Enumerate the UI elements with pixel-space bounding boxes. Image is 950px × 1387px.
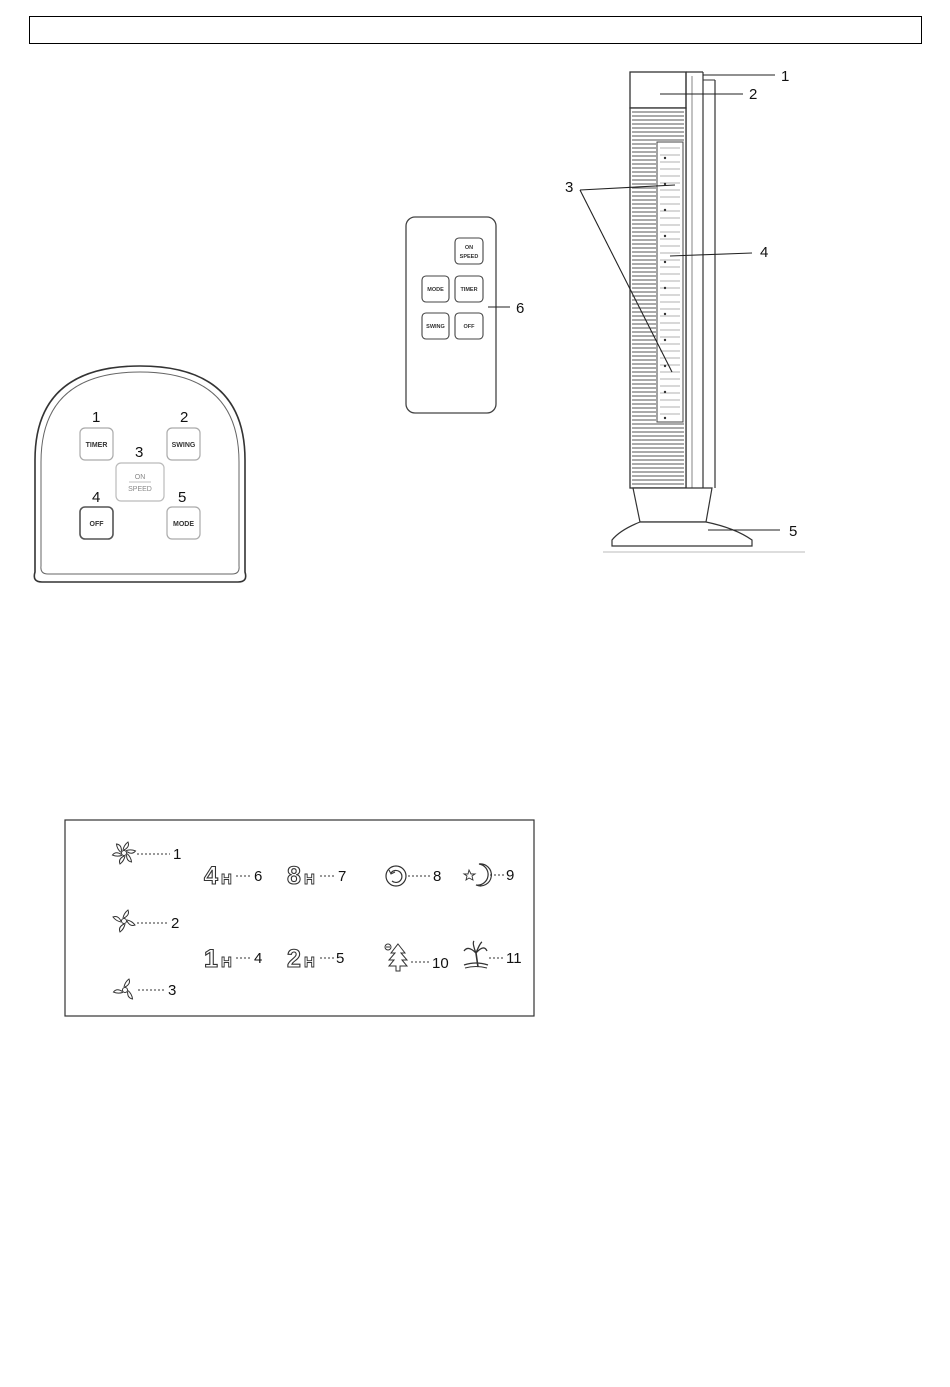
tower-callout-2: 2: [749, 86, 758, 103]
control-panel: [34, 366, 245, 582]
panel-callout-4: 4: [92, 489, 101, 506]
remote-on-speed-button[interactable]: [455, 238, 483, 264]
panel-speed-label: SPEED: [128, 486, 152, 493]
remote-speed-label: SPEED: [459, 254, 479, 260]
timer-2h-unit: H: [304, 954, 315, 971]
display-callout-3: 3: [168, 982, 177, 999]
timer-2h-glyph: 2: [287, 945, 301, 973]
remote-timer-label: TIMER: [460, 287, 478, 293]
timer-8h-glyph: 8: [287, 862, 301, 890]
remote-swing-label: SWING: [426, 324, 445, 330]
timer-1h-unit: H: [221, 954, 232, 971]
display-callout-4: 4: [254, 950, 263, 967]
display-callout-8: 8: [433, 868, 442, 885]
display-callout-9: 9: [506, 867, 515, 884]
display-callout-5: 5: [336, 950, 345, 967]
display-panel: [65, 820, 534, 1016]
panel-timer-label: TIMER: [85, 442, 108, 449]
panel-callout-2: 2: [180, 409, 189, 426]
tower-fan: [565, 68, 805, 552]
panel-callout-3: 3: [135, 444, 144, 461]
remote-control: [406, 217, 524, 413]
display-callout-11: 11: [506, 950, 522, 967]
tower-callout-1: 1: [781, 68, 790, 85]
panel-on-label: ON: [134, 474, 146, 481]
timer-8h-unit: H: [304, 871, 315, 888]
display-callout-2: 2: [171, 915, 180, 932]
panel-mode-label: MODE: [173, 521, 194, 528]
display-callout-6: 6: [254, 868, 263, 885]
timer-4h-glyph: 4: [204, 862, 218, 890]
remote-off-label: OFF: [463, 324, 475, 330]
display-callout-1: 1: [173, 846, 182, 863]
timer-1h-glyph: 1: [204, 945, 218, 973]
tower-callout-4: 4: [760, 244, 769, 261]
panel-off-label: OFF: [89, 521, 104, 528]
remote-on-label: ON: [464, 245, 474, 251]
panel-callout-5: 5: [178, 489, 187, 506]
tower-callout-3: 3: [565, 179, 574, 196]
panel-swing-label: SWING: [171, 442, 196, 449]
remote-mode-label: MODE: [427, 287, 444, 293]
remote-callout-6: 6: [516, 300, 525, 317]
display-callout-7: 7: [338, 868, 347, 885]
tower-callout-5: 5: [789, 523, 798, 540]
timer-4h-unit: H: [221, 871, 232, 888]
panel-callout-1: 1: [92, 409, 101, 426]
display-callout-10: 10: [432, 955, 449, 972]
